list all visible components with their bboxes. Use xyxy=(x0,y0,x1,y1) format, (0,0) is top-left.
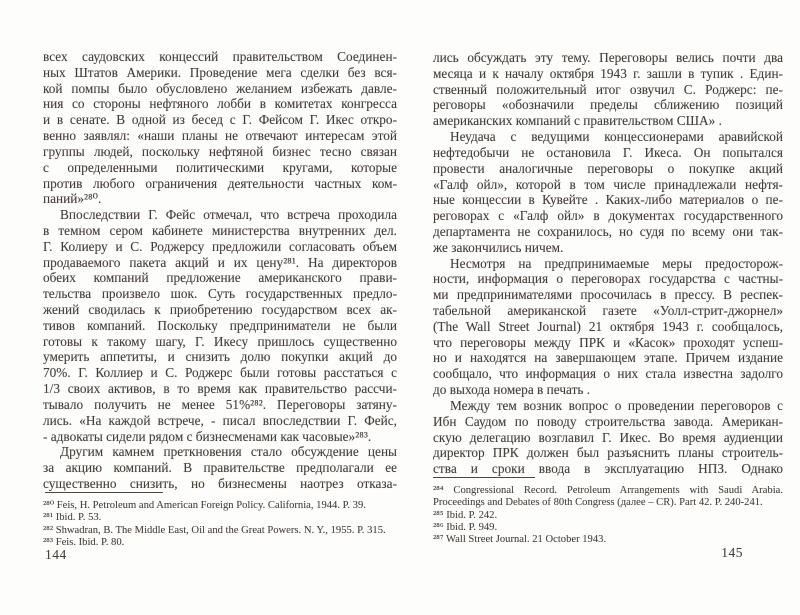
footnote: ²⁸⁰ Feis, H. Petroleum and American Foreign Policy. California, 1944. P. 39. xyxy=(43,500,366,511)
text-line: 70%. Г. Коллиер и С. Роджерс были готовы расстаться с xyxy=(43,365,397,381)
text-line: готовы к такому шагу, Г. Икесу пришлось существенно xyxy=(43,333,397,349)
footnote: ²⁸⁷ Wall Street Journal. 21 October 1943. xyxy=(433,534,607,546)
text-line: лись. «На каждой встрече, - писал впоследствии Г. Фейс, xyxy=(43,412,397,428)
text-line: лись обсуждать эту тему. Переговоры велись почти два xyxy=(433,50,783,65)
text-line: кой помпы было обусловлено желанием избежать давле- xyxy=(43,80,397,96)
left-page-number: 144 xyxy=(45,547,67,562)
text-line: что переговоры между ПРК и «Касок» проходят успеш- xyxy=(433,334,783,350)
footnote: ²⁸⁶ Ibid. P. 949. xyxy=(433,521,498,533)
text-line: реговорах с «Галф ойл» в документах государственного xyxy=(433,208,783,224)
left-footnote-separator xyxy=(45,492,163,493)
left-page-body xyxy=(43,49,397,492)
text-line: существенно снизить, но бизнесмены наотрез отказа- xyxy=(43,475,397,491)
text-line: табельной американской газете «Уолл-стрит-джорнел» xyxy=(433,303,783,318)
text-line: нефтедобычи не остановила Г. Икеса. Он попытался xyxy=(433,144,783,160)
text-line: Между тем возник вопрос о проведении переговоров с xyxy=(450,397,783,413)
text-line: продаваемого пакета акций и их цену²⁸¹. На директоров xyxy=(43,254,397,270)
text-line: Неудача с ведущими концессионерами аравийской xyxy=(450,129,783,145)
text-line: жений сводилась к приобретению государством всех ак- xyxy=(43,302,397,317)
footnote: ²⁸¹ Ibid. P. 53. xyxy=(43,512,102,524)
text-line: обеих компаний предложение американского прави- xyxy=(43,270,397,286)
text-line: в темном сером кабинете министерства внутренних дел. xyxy=(43,222,397,238)
text-line: тивов компаний. Поскольку предприниматели не были xyxy=(43,317,397,333)
text-line: же закончились ничем. xyxy=(433,239,564,255)
text-line: и в сенате. В одной из бесед с Г. Фейсом Г. Икес откро- xyxy=(43,112,397,128)
right-page-body xyxy=(433,50,783,477)
left-page-footnotes xyxy=(43,500,397,549)
text-line: умерить аппетиты, и снизить долю покупки акций до xyxy=(43,349,397,365)
text-line: Ибн Саудом по поводу строительства завода. Американ- xyxy=(433,413,783,429)
text-line: ные концессии в Кувейте . Каких-либо материалов о пе- xyxy=(433,192,783,208)
text-line: скую делегацию возглавил Г. Икес. Во время аудиенции xyxy=(433,429,783,445)
text-line: Другим камнем преткновения стало обсуждение цены xyxy=(60,444,397,460)
text-line: директор ПРК должен был разъяснить планы строитель- xyxy=(433,445,783,461)
text-line: ства и сроки ввода в эксплуатацию НПЗ. Однако xyxy=(433,461,783,477)
text-line: Несмотря на предпринимаемые меры предосторож- xyxy=(450,255,783,271)
text-line: 1/3 своих активов, в то время как правительство рассчи- xyxy=(43,381,397,397)
text-line: всех саудовских концессий правительством Соединен- xyxy=(43,49,397,64)
text-line: ния со стороны нефтяного лобби в комитетах конгресса xyxy=(43,96,397,112)
text-line: до выхода номера в печать . xyxy=(433,382,591,398)
footnote: ²⁸⁴ Congressional Record. Petroleum Arrangements with Saudi Arabia. Proceedings and Debates of 80th Congress (далее – CR). Part 42. P. 240-241. xyxy=(433,485,783,509)
text-line: реговоры «обозначили пределы сближению позиций xyxy=(433,97,783,113)
text-line: американских компаний с правительством США» . xyxy=(433,113,722,129)
text-line: венно заявлял: «наши планы не отвечают интересам этой xyxy=(43,128,397,144)
text-line: группы людей, поскольку нефтяной бизнес тесно связан xyxy=(43,143,397,159)
text-line: тельства произвело шок. Суть государственных предло- xyxy=(43,286,397,302)
text-line: провести аналогичные переговоры о покупке акций xyxy=(433,160,783,176)
text-line: департамента не сохранилось, но судя по всему они так- xyxy=(433,223,783,239)
text-line: - адвокаты сидели рядом с бизнесменами как часовые»²⁸³. xyxy=(43,428,372,444)
footnote: ²⁸⁵ Ibid. P. 242. xyxy=(433,509,498,521)
text-line: ных Штатов Америки. Проведение мега сделки без вся- xyxy=(43,64,397,80)
text-line: за акцию компаний. В правительстве предполагали ее xyxy=(43,460,397,476)
text-line: Впоследствии Г. Фейс отмечал, что встреча проходила xyxy=(60,207,397,223)
right-footnote-separator xyxy=(433,477,535,478)
text-line: против любого ограничения деятельности частных ком- xyxy=(43,175,397,191)
text-line: (The Wall Street Journal) 21 октября 1943 г. сообщалось, xyxy=(433,318,783,334)
text-line: с определенными политическими кругами, которые xyxy=(43,159,397,175)
text-line: ственный положительный итог озвучил С. Роджерс: пе- xyxy=(433,81,783,97)
text-line: паний»²⁸⁰. xyxy=(43,191,102,207)
text-line: месяца и к началу октября 1943 г. зашли в тупик . Един- xyxy=(433,65,783,81)
text-line: Г. Колиеру и С. Роджерсу предложили согласовать объем xyxy=(43,238,397,254)
text-line: «Галф ойл», которой в том числе принадлежали нефтя- xyxy=(433,176,783,192)
text-line: тывало получить не менее 51%²⁸². Переговоры затяну- xyxy=(43,396,397,412)
text-line: ми предпринимателями просочилась в прессу. В респек- xyxy=(433,287,783,303)
text-line: сообщало, что информация о них стала известна задолго xyxy=(433,366,783,382)
text-line: но и находятся на завершающем этапе. Причем издание xyxy=(433,350,783,366)
footnote: ²⁸² Shwadran, B. The Middle East, Oil and the Great Powers. N. Y., 1955. P. 315. xyxy=(43,524,386,536)
text-line: ности, информация о переговорах государства с частны- xyxy=(433,271,783,287)
right-page-number: 145 xyxy=(721,545,743,560)
footnote: ²⁸³ Feis. Ibid. P. 80. xyxy=(43,536,125,548)
right-page-footnotes xyxy=(433,485,783,546)
